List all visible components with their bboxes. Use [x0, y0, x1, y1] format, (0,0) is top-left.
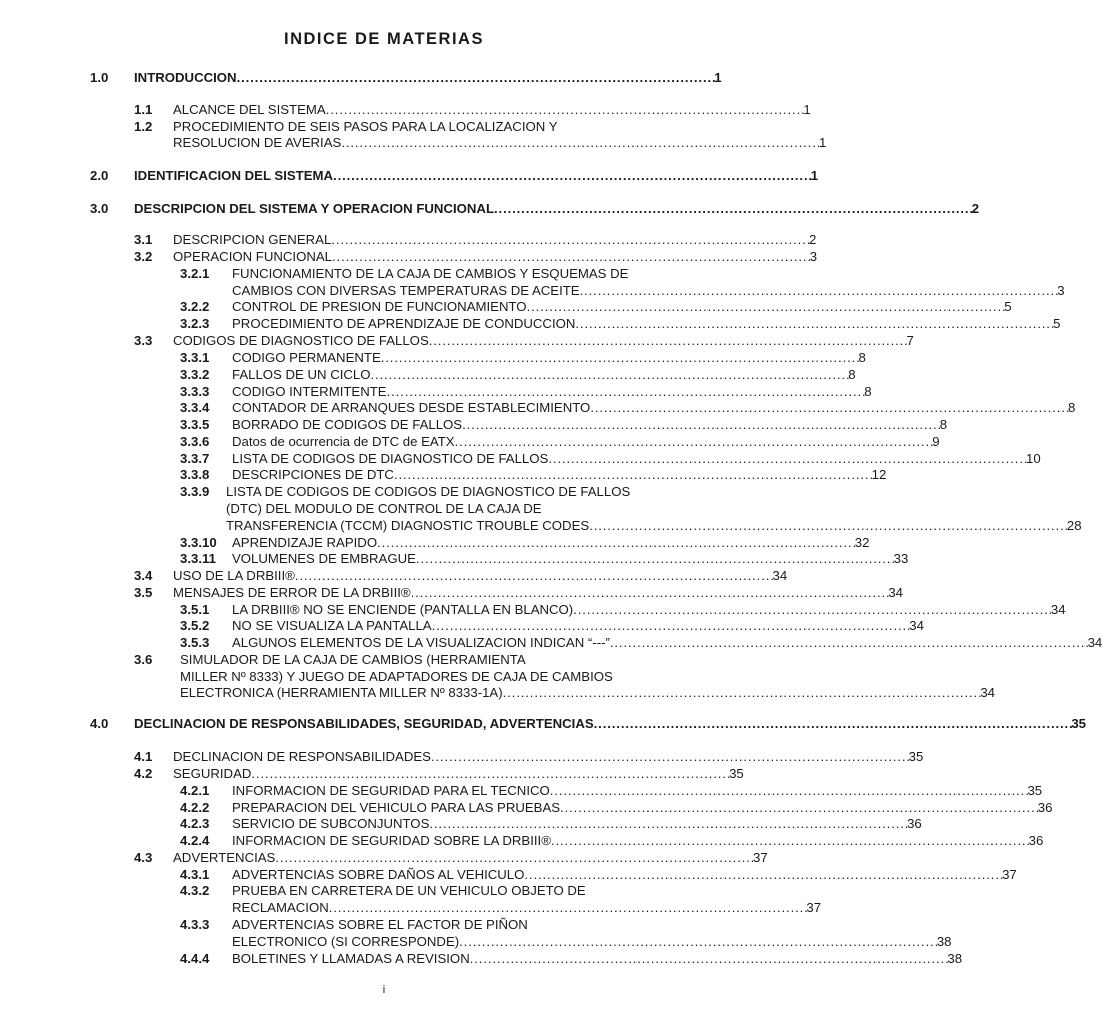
- toc-entry-title: CODIGO PERMANENTE: [232, 350, 381, 365]
- toc-entry-title: BORRADO DE CODIGOS DE FALLOS: [232, 417, 463, 432]
- dot-leader: [429, 332, 907, 349]
- toc-entry-number: 3.2.2: [180, 299, 210, 314]
- toc-entry[interactable]: [232, 450, 1041, 467]
- page-title: INDICE DE MATERIAS: [284, 30, 484, 48]
- toc-entry[interactable]: [173, 567, 788, 584]
- toc-entry-title: ALGUNOS ELEMENTOS DE LA VISUALIZACION INDICAN “---”: [232, 635, 610, 650]
- toc-entry[interactable]: [232, 433, 940, 450]
- toc-entry-number: 3.4: [134, 568, 153, 583]
- toc-entry-title: INFORMACION DE SEGURIDAD PARA EL TECNICO: [232, 783, 550, 798]
- toc-entry-number: 4.3.2: [180, 883, 210, 898]
- dot-leader: [524, 866, 1002, 883]
- toc-entry-title: OPERACION FUNCIONAL: [173, 249, 333, 264]
- dot-leader: [411, 584, 889, 601]
- toc-entry[interactable]: [232, 799, 1053, 816]
- toc-entry[interactable]: [232, 601, 1066, 618]
- toc-entry-page: 8: [848, 367, 856, 382]
- toc-entry[interactable]: [232, 950, 963, 967]
- toc-entry-title: IDENTIFICACION DEL SISTEMA: [134, 168, 334, 183]
- dot-leader: [275, 849, 753, 866]
- toc-entry-number: 3.3.6: [180, 434, 210, 449]
- toc-entry-title: LA DRBIII® NO SE ENCIENDE (PANTALLA EN BLANCO): [232, 602, 574, 617]
- toc-entry[interactable]: [232, 815, 922, 832]
- toc-entry[interactable]: [232, 550, 909, 567]
- toc-entry[interactable]: [232, 466, 887, 483]
- toc-entry-page: 10: [1026, 451, 1041, 466]
- toc-entry-title: APRENDIZAJE RAPIDO: [232, 535, 378, 550]
- toc-entry-number: 4.4.4: [180, 951, 210, 966]
- toc-entry-number: 3.5.3: [180, 635, 210, 650]
- dot-leader: [416, 550, 894, 567]
- toc-entry-title: ADVERTENCIAS: [173, 850, 276, 865]
- dot-leader: [432, 617, 910, 634]
- toc-entry-number: 3.6: [134, 652, 153, 667]
- toc-entry-page: 1: [819, 135, 827, 150]
- toc-entry-title: SERVICIO DE SUBCONJUNTOS: [232, 816, 430, 831]
- dot-leader: [381, 349, 859, 366]
- toc-entry[interactable]: [226, 517, 1082, 534]
- toc-entry-page: 37: [1002, 867, 1017, 882]
- dot-leader: [551, 832, 1029, 849]
- toc-entry-number: 1.2: [134, 119, 153, 134]
- dot-leader: [470, 950, 948, 967]
- toc-entry-page: 38: [936, 934, 952, 949]
- toc-entry-number: 4.3.1: [180, 867, 210, 882]
- toc-entry-page: 28: [1066, 518, 1082, 533]
- dot-leader: [560, 799, 1038, 816]
- toc-entry-page: 1: [810, 168, 819, 183]
- dot-leader: [573, 601, 1051, 618]
- dot-leader: [326, 101, 804, 118]
- dot-leader: [251, 765, 729, 782]
- toc-entry-number: 3.3.2: [180, 367, 210, 382]
- toc-entry-number: 4.1: [134, 749, 153, 764]
- toc-entry-number: 4.2.3: [180, 816, 210, 831]
- toc-entry-title: Datos de ocurrencia de DTC de EATX: [232, 434, 455, 449]
- dot-leader: [295, 567, 773, 584]
- toc-entry-number: 3.2.1: [180, 266, 210, 281]
- dot-leader: [431, 748, 909, 765]
- toc-entry-page: 12: [871, 467, 887, 482]
- page-number: i: [382, 984, 386, 996]
- toc-entry[interactable]: [232, 416, 948, 433]
- toc-entry[interactable]: [134, 200, 980, 217]
- toc-entry-number: 4.0: [90, 716, 109, 731]
- toc-entry-number: 3.1: [134, 232, 153, 247]
- dot-leader: [455, 433, 933, 450]
- toc-entry[interactable]: [232, 634, 1102, 651]
- toc-entry-title: ADVERTENCIAS SOBRE EL FACTOR DE PIÑON: [232, 917, 528, 932]
- dot-leader: [387, 383, 865, 400]
- dot-leader: [580, 282, 1058, 299]
- dot-leader: [610, 634, 1088, 651]
- toc-entry-title: PREPARACION DEL VEHICULO PARA LAS PRUEBAS: [232, 800, 561, 815]
- dot-leader: [594, 715, 1072, 732]
- toc-entry-number: 3.3.10: [180, 535, 217, 550]
- toc-entry-number: 3.5.2: [180, 618, 210, 633]
- toc-entry-page: 2: [971, 201, 980, 216]
- toc-entry[interactable]: [180, 668, 677, 685]
- toc-entry-page: 7: [906, 333, 914, 348]
- toc-entry[interactable]: [232, 383, 872, 400]
- toc-entry-title: MENSAJES DE ERROR DE LA DRBIII®: [173, 585, 411, 600]
- toc-entry-number: 3.3.4: [180, 400, 210, 415]
- toc-entry-title: CONTROL DE PRESION DE FUNCIONAMIENTO: [232, 299, 527, 314]
- toc-entry[interactable]: [232, 882, 677, 899]
- toc-entry-page: 2: [808, 232, 817, 247]
- toc-entry-title: PROCEDIMIENTO DE SEIS PASOS PARA LA LOCALIZACION Y: [173, 119, 558, 134]
- toc-entry-page: 34: [1050, 602, 1066, 617]
- toc-entry-page: 34: [888, 585, 903, 600]
- toc-entry-page: 34: [909, 618, 924, 633]
- toc-entry-number: 3.0: [90, 201, 109, 216]
- dot-leader: [575, 315, 1053, 332]
- toc-entry[interactable]: [173, 849, 768, 866]
- toc-entry-number: 4.2.4: [180, 833, 210, 848]
- toc-entry-title: NO SE VISUALIZA LA PANTALLA: [232, 618, 432, 633]
- toc-entry-page: 36: [907, 816, 922, 831]
- toc-entry[interactable]: [232, 399, 1076, 416]
- toc-entry-number: 3.3: [134, 333, 153, 348]
- toc-entry-page: 37: [753, 850, 768, 865]
- toc-entry-number: 3.2: [134, 249, 153, 264]
- toc-entry-page: 3: [809, 249, 818, 264]
- toc-entry-title: RECLAMACION: [232, 900, 329, 915]
- toc-entry-number: 3.3.7: [180, 451, 210, 466]
- dot-leader: [494, 200, 972, 217]
- toc-entry[interactable]: [232, 534, 870, 551]
- toc-entry-number: 3.3.5: [180, 417, 210, 432]
- dot-leader: [394, 466, 872, 483]
- toc-entry-page: 34: [980, 685, 995, 700]
- toc-entry-number: 3.3.9: [180, 484, 210, 499]
- toc-entry-number: 4.3: [134, 850, 153, 865]
- toc-entry-page: 35: [1027, 783, 1043, 798]
- toc-entry[interactable]: [232, 298, 1012, 315]
- toc-entry-number: 3.3.11: [180, 551, 216, 566]
- toc-entry-page: 5: [1004, 299, 1012, 314]
- dot-leader: [550, 782, 1028, 799]
- toc-entry[interactable]: [173, 134, 827, 151]
- dot-leader: [237, 69, 715, 86]
- toc-entry[interactable]: [173, 231, 817, 248]
- dot-leader: [332, 248, 810, 265]
- toc-entry-page: 35: [908, 749, 924, 764]
- toc-entry-title: CONTADOR DE ARRANQUES DESDE ESTABLECIMIENTO: [232, 400, 591, 415]
- toc-entry[interactable]: [232, 916, 677, 933]
- toc-entry-title: INFORMACION DE SEGURIDAD SOBRE LA DRBIII®: [232, 833, 551, 848]
- toc-entry-page: 8: [939, 417, 948, 432]
- toc-entry[interactable]: [173, 748, 924, 765]
- toc-entry-page: 1: [714, 70, 722, 85]
- toc-entry-number: 4.3.3: [180, 917, 210, 932]
- toc-entry-number: 3.2.3: [180, 316, 210, 331]
- toc-entry-title: ELECTRONICA (HERRAMIENTA MILLER Nº 8333-1A): [180, 685, 503, 700]
- toc-entry[interactable]: [180, 684, 995, 701]
- toc-entry-page: 35: [1071, 716, 1087, 731]
- toc-entry-title: BOLETINES Y LLAMADAS A REVISION: [232, 951, 470, 966]
- toc-entry-page: 8: [864, 384, 872, 399]
- toc-entry-page: 32: [854, 535, 870, 550]
- toc-entry-title: DESCRIPCION DEL SISTEMA Y OPERACION FUNCIONAL: [134, 201, 495, 216]
- toc-entry[interactable]: [232, 899, 822, 916]
- toc-entry-title: CODIGO INTERMITENTE: [232, 384, 387, 399]
- toc-entry-title: FUNCIONAMIENTO DE LA CAJA DE CAMBIOS Y ESQUEMAS DE: [232, 266, 629, 281]
- toc-entry-number: 3.3.3: [180, 384, 210, 399]
- toc-entry-page: 8: [858, 350, 866, 365]
- toc-entry-page: 36: [1028, 833, 1044, 848]
- toc-entry-title: RESOLUCION DE AVERIAS: [173, 135, 342, 150]
- toc-entry-title: VOLUMENES DE EMBRAGUE: [232, 551, 416, 566]
- toc-entry[interactable]: [232, 349, 866, 366]
- toc-entry-page: 1: [803, 102, 811, 117]
- toc-entry-title: TRANSFERENCIA (TCCM) DIAGNOSTIC TROUBLE CODES: [226, 518, 590, 533]
- toc-entry-number: 3.5.1: [180, 602, 210, 617]
- toc-entry-title: LISTA DE CODIGOS DE DIAGNOSTICO DE FALLOS: [232, 451, 549, 466]
- dot-leader: [462, 416, 940, 433]
- toc-entry[interactable]: [226, 483, 677, 500]
- toc-entry-number: 4.2.1: [180, 783, 210, 798]
- toc-entry-title: (DTC) DEL MODULO DE CONTROL DE LA CAJA DE: [226, 501, 542, 516]
- toc-entry-title: DECLINACION DE RESPONSABILIDADES: [173, 749, 431, 764]
- toc-entry[interactable]: [232, 282, 1065, 299]
- dot-leader: [590, 399, 1068, 416]
- toc-entry-title: LISTA DE CODIGOS DE CODIGOS DE DIAGNOSTICO DE FALLOS: [226, 484, 631, 499]
- toc-entry[interactable]: [232, 617, 924, 634]
- toc-entry-page: 34: [1087, 635, 1102, 650]
- toc-entry[interactable]: [232, 832, 1044, 849]
- toc-entry-page: 33: [893, 551, 909, 566]
- toc-entry-number: 3.3.8: [180, 467, 210, 482]
- toc-entry[interactable]: [134, 715, 1087, 732]
- dot-leader: [377, 534, 855, 551]
- toc-entry-number: 1.0: [90, 70, 109, 85]
- toc-entry-page: 34: [772, 568, 788, 583]
- toc-entry[interactable]: [232, 315, 1061, 332]
- toc-entry-title: ALCANCE DEL SISTEMA: [173, 102, 326, 117]
- toc-entry[interactable]: [173, 584, 903, 601]
- toc-entry-number: 3.5: [134, 585, 153, 600]
- toc-entry[interactable]: [134, 69, 722, 86]
- dot-leader: [331, 231, 809, 248]
- toc-entry-page: 38: [947, 951, 963, 966]
- toc-entry-title: CAMBIOS CON DIVERSAS TEMPERATURAS DE ACEITE: [232, 283, 580, 298]
- toc-entry-title: PROCEDIMIENTO DE APRENDIZAJE DE CONDUCCION: [232, 316, 576, 331]
- toc-entry-number: 4.2: [134, 766, 153, 781]
- dot-leader: [548, 450, 1026, 467]
- toc-entry[interactable]: [173, 248, 818, 265]
- toc-entry-title: FALLOS DE UN CICLO: [232, 367, 371, 382]
- toc-entry-page: 5: [1053, 316, 1061, 331]
- toc-entry-title: DESCRIPCIONES DE DTC: [232, 467, 394, 482]
- toc-entry-page: 35: [729, 766, 744, 781]
- toc-entry-number: 1.1: [134, 102, 153, 117]
- toc-entry[interactable]: [180, 651, 677, 668]
- toc-entry[interactable]: [232, 782, 1043, 799]
- toc-entry[interactable]: [134, 167, 819, 184]
- dot-leader: [503, 684, 981, 701]
- dot-leader: [333, 167, 811, 184]
- toc-entry-page: 8: [1068, 400, 1076, 415]
- toc-entry[interactable]: [173, 765, 744, 782]
- toc-entry-title: ELECTRONICO (SI CORRESPONDE): [232, 934, 460, 949]
- dot-leader: [341, 134, 819, 151]
- toc-entry[interactable]: [226, 500, 677, 517]
- dot-leader: [371, 366, 849, 383]
- toc-entry[interactable]: [232, 265, 677, 282]
- toc-entry-number: 4.2.2: [180, 800, 210, 815]
- dot-leader: [589, 517, 1067, 534]
- toc-entry-title: DECLINACION DE RESPONSABILIDADES, SEGURIDAD, ADVERTENCIAS: [134, 716, 594, 731]
- toc-entry-title: USO DE LA DRBIII®: [173, 568, 295, 583]
- toc-entry[interactable]: [232, 366, 856, 383]
- toc-entry[interactable]: [232, 866, 1017, 883]
- toc-entry-page: 3: [1057, 283, 1065, 298]
- toc-entry[interactable]: [173, 118, 677, 135]
- toc-entry[interactable]: [173, 332, 914, 349]
- toc-entry[interactable]: [173, 101, 811, 118]
- toc-entry-page: 9: [932, 434, 940, 449]
- toc-entry-page: 37: [806, 900, 822, 915]
- dot-leader: [429, 815, 907, 832]
- toc-entry[interactable]: [232, 933, 952, 950]
- dot-leader: [527, 298, 1005, 315]
- toc-entry-page: 36: [1037, 800, 1053, 815]
- toc-entry-title: PRUEBA EN CARRETERA DE UN VEHICULO OBJETO DE: [232, 883, 586, 898]
- toc-entry-title: SEGURIDAD: [173, 766, 252, 781]
- toc-entry-title: CODIGOS DE DIAGNOSTICO DE FALLOS: [173, 333, 429, 348]
- dot-leader: [459, 933, 937, 950]
- toc-entry-title: DESCRIPCION GENERAL: [173, 232, 332, 247]
- toc-entry-title: MILLER Nº 8333) Y JUEGO DE ADAPTADORES DE CAJA DE CAMBIOS: [180, 669, 613, 684]
- toc-entry-title: ADVERTENCIAS SOBRE DAÑOS AL VEHICULO: [232, 867, 525, 882]
- toc-entry-title: SIMULADOR DE LA CAJA DE CAMBIOS (HERRAMIENTA: [180, 652, 526, 667]
- toc-entry-title: INTRODUCCION: [134, 70, 237, 85]
- dot-leader: [329, 899, 807, 916]
- toc-entry-number: 3.3.1: [180, 350, 210, 365]
- toc-entry-number: 2.0: [90, 168, 109, 183]
